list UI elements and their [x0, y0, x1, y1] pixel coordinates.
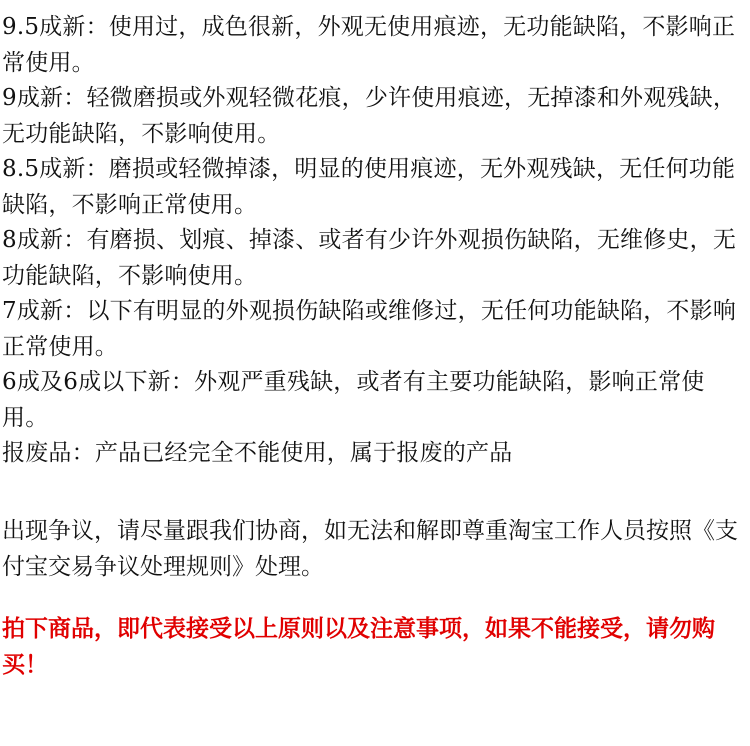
- grade-label: 7成新：: [2, 298, 87, 324]
- grade-item-scrap: [2, 436, 748, 472]
- grade-label: 9成新：: [2, 85, 87, 111]
- grade-item-8-5: [2, 152, 748, 223]
- grade-item-9: [2, 81, 748, 152]
- grade-item-9-5: [2, 10, 748, 81]
- grade-description: 外观严重残缺，或者有主要功能缺陷，影响正常使用。: [2, 369, 705, 431]
- grade-item-6: [2, 365, 748, 436]
- grade-label: 9.5成新：: [2, 14, 109, 40]
- grade-description: 磨损或轻微掉漆，明显的使用痕迹，无外观残缺，无任何功能缺陷，不影响正常使用。: [2, 156, 736, 218]
- grade-item-8: [2, 223, 748, 294]
- grade-item-7: [2, 294, 748, 365]
- condition-grade-list: [2, 10, 748, 472]
- grade-label: 8.5成新：: [2, 156, 109, 182]
- grade-label: 报废品：: [2, 440, 95, 466]
- grade-label: 6成及6成以下新：: [2, 369, 195, 395]
- purchase-warning: 拍下商品，即代表接受以上原则以及注意事项，如果不能接受，请勿购买！: [2, 616, 715, 678]
- grade-label: 8成新：: [2, 227, 87, 253]
- grade-description: 有磨损、划痕、掉漆、或者有少许外观损伤缺陷，无维修史，无功能缺陷，不影响使用。: [2, 227, 737, 289]
- grade-description: 产品已经完全不能使用，属于报废的产品: [94, 440, 513, 466]
- grade-description: 轻微磨损或外观轻微花痕，少许使用痕迹，无掉漆和外观残缺，无功能缺陷，不影响使用。: [2, 85, 737, 147]
- dispute-notice: 出现争议，请尽量跟我们协商，如无法和解即尊重淘宝工作人员按照《支付宝交易争议处理规则》处理。: [2, 518, 738, 580]
- grade-description: 以下有明显的外观损伤缺陷或维修过，无任何功能缺陷，不影响正常使用。: [2, 298, 737, 360]
- grade-description: 使用过，成色很新，外观无使用痕迹，无功能缺陷，不影响正常使用。: [2, 14, 736, 76]
